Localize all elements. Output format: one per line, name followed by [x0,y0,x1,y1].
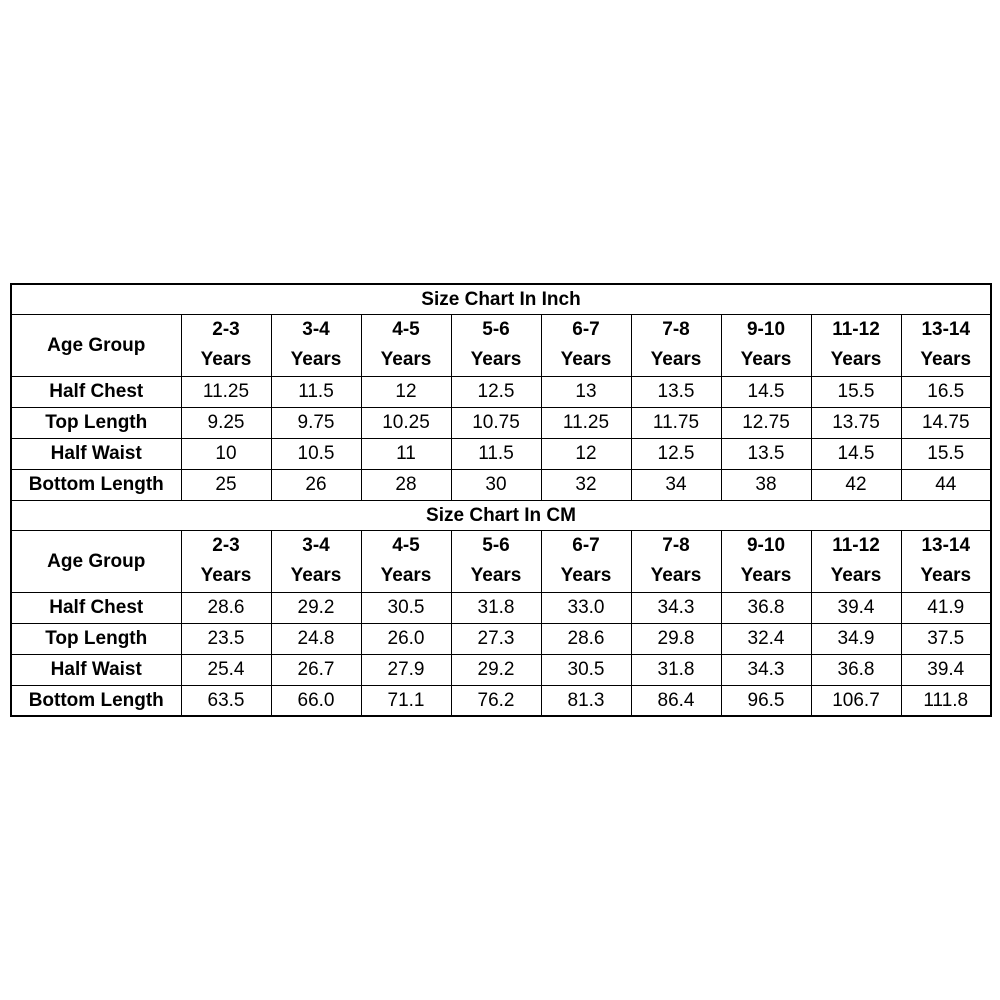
age-group-header-cell [811,530,901,592]
age-unit: Years [290,349,342,370]
measurement-value: 28 [361,469,451,500]
measurement-value: 36.8 [811,654,901,685]
measurement-value: 30.5 [361,592,451,623]
table-row [11,469,991,500]
table-row [11,592,991,623]
measurement-value: 24.8 [271,623,361,654]
measurement-value: 10.25 [361,407,451,438]
measurement-value: 31.8 [631,654,721,685]
section-title-row [11,284,991,314]
measurement-value: 26.7 [271,654,361,685]
section-title: Size Chart In CM [11,500,991,530]
measurement-value: 9.75 [271,407,361,438]
age-unit: Years [830,349,882,370]
measurement-value: 34.9 [811,623,901,654]
measurement-value: 16.5 [901,376,991,407]
age-group-label: Age Group [11,314,181,376]
measurement-value: 30.5 [541,654,631,685]
measurement-value: 15.5 [811,376,901,407]
section-title-row [11,500,991,530]
age-unit: Years [470,349,522,370]
measurement-value: 41.9 [901,592,991,623]
age-group-header-cell [901,314,991,376]
measurement-value: 23.5 [181,623,271,654]
measurement-value: 14.5 [721,376,811,407]
age-group-header-cell [361,314,451,376]
age-group-header-cell [361,530,451,592]
age-range: 5-6 [482,535,510,556]
measurement-label: Half Waist [11,438,181,469]
measurement-value: 38 [721,469,811,500]
measurement-value: 34 [631,469,721,500]
measurement-label: Top Length [11,623,181,654]
measurement-value: 12 [361,376,451,407]
age-range: 3-4 [302,319,330,340]
measurement-value: 31.8 [451,592,541,623]
measurement-value: 106.7 [811,685,901,716]
measurement-value: 13 [541,376,631,407]
age-group-header-cell [181,530,271,592]
measurement-value: 14.5 [811,438,901,469]
table-row [11,623,991,654]
measurement-value: 10.5 [271,438,361,469]
age-group-header-cell [631,314,721,376]
table-row [11,654,991,685]
age-group-header-row [11,314,991,376]
age-group-header-cell [541,530,631,592]
measurement-value: 30 [451,469,541,500]
age-group-header-cell [181,314,271,376]
section-title: Size Chart In Inch [11,284,991,314]
age-range: 6-7 [572,319,600,340]
age-range: 11-12 [832,535,880,556]
age-range: 13-14 [921,535,971,556]
age-group-header-cell [271,314,361,376]
age-unit: Years [470,565,522,586]
measurement-label: Half Chest [11,592,181,623]
measurement-value: 27.9 [361,654,451,685]
age-group-header-cell [541,314,631,376]
age-range: 6-7 [572,535,600,556]
measurement-value: 42 [811,469,901,500]
measurement-value: 96.5 [721,685,811,716]
measurement-value: 29.2 [271,592,361,623]
measurement-value: 27.3 [451,623,541,654]
age-range: 9-10 [746,535,786,556]
age-group-label: Age Group [11,530,181,592]
age-group-header-cell [271,530,361,592]
measurement-label: Bottom Length [11,685,181,716]
measurement-label: Bottom Length [11,469,181,500]
measurement-label: Top Length [11,407,181,438]
measurement-value: 10.75 [451,407,541,438]
age-range: 13-14 [921,319,971,340]
measurement-value: 11.25 [181,376,271,407]
age-unit: Years [560,349,612,370]
measurement-value: 13.75 [811,407,901,438]
measurement-value: 11.5 [451,438,541,469]
age-group-header-cell [721,530,811,592]
table-row [11,438,991,469]
measurement-value: 9.25 [181,407,271,438]
measurement-value: 32.4 [721,623,811,654]
table-row [11,376,991,407]
measurement-value: 71.1 [361,685,451,716]
measurement-value: 76.2 [451,685,541,716]
measurement-value: 66.0 [271,685,361,716]
age-group-header-cell [631,530,721,592]
table-row [11,685,991,716]
age-unit: Years [740,565,792,586]
age-range: 2-3 [212,319,240,340]
measurement-value: 12.5 [631,438,721,469]
measurement-value: 12.5 [451,376,541,407]
age-unit: Years [200,349,252,370]
age-range: 5-6 [482,319,510,340]
age-group-header-cell [451,530,541,592]
size-chart-body [11,284,991,716]
age-unit: Years [200,565,252,586]
age-unit: Years [380,565,432,586]
table-row [11,407,991,438]
measurement-value: 39.4 [811,592,901,623]
measurement-value: 28.6 [541,623,631,654]
age-group-header-row [11,530,991,592]
measurement-value: 34.3 [721,654,811,685]
measurement-value: 111.8 [901,685,991,716]
measurement-value: 63.5 [181,685,271,716]
age-range: 4-5 [392,535,420,556]
age-range: 7-8 [662,535,690,556]
measurement-value: 37.5 [901,623,991,654]
age-group-header-cell [901,530,991,592]
age-unit: Years [830,565,882,586]
measurement-value: 10 [181,438,271,469]
measurement-value: 12 [541,438,631,469]
measurement-value: 34.3 [631,592,721,623]
age-range: 3-4 [302,535,330,556]
measurement-value: 11.75 [631,407,721,438]
age-unit: Years [560,565,612,586]
measurement-value: 25 [181,469,271,500]
age-unit: Years [920,565,972,586]
measurement-value: 29.2 [451,654,541,685]
age-unit: Years [290,565,342,586]
age-range: 9-10 [746,319,786,340]
measurement-value: 81.3 [541,685,631,716]
age-range: 2-3 [212,535,240,556]
measurement-value: 39.4 [901,654,991,685]
age-group-header-cell [451,314,541,376]
measurement-value: 12.75 [721,407,811,438]
measurement-value: 11.25 [541,407,631,438]
measurement-value: 13.5 [721,438,811,469]
size-chart-table [10,283,992,717]
age-group-header-cell [721,314,811,376]
measurement-value: 33.0 [541,592,631,623]
measurement-value: 15.5 [901,438,991,469]
measurement-value: 29.8 [631,623,721,654]
age-group-header-cell [811,314,901,376]
measurement-value: 11.5 [271,376,361,407]
measurement-value: 44 [901,469,991,500]
age-unit: Years [740,349,792,370]
age-range: 7-8 [662,319,690,340]
measurement-value: 11 [361,438,451,469]
measurement-value: 32 [541,469,631,500]
age-range: 11-12 [832,319,880,340]
measurement-value: 25.4 [181,654,271,685]
measurement-value: 36.8 [721,592,811,623]
measurement-label: Half Waist [11,654,181,685]
measurement-value: 28.6 [181,592,271,623]
measurement-value: 26.0 [361,623,451,654]
measurement-label: Half Chest [11,376,181,407]
age-unit: Years [380,349,432,370]
age-unit: Years [920,349,972,370]
measurement-value: 13.5 [631,376,721,407]
age-unit: Years [650,349,702,370]
age-range: 4-5 [392,319,420,340]
measurement-value: 26 [271,469,361,500]
measurement-value: 86.4 [631,685,721,716]
age-unit: Years [650,565,702,586]
measurement-value: 14.75 [901,407,991,438]
